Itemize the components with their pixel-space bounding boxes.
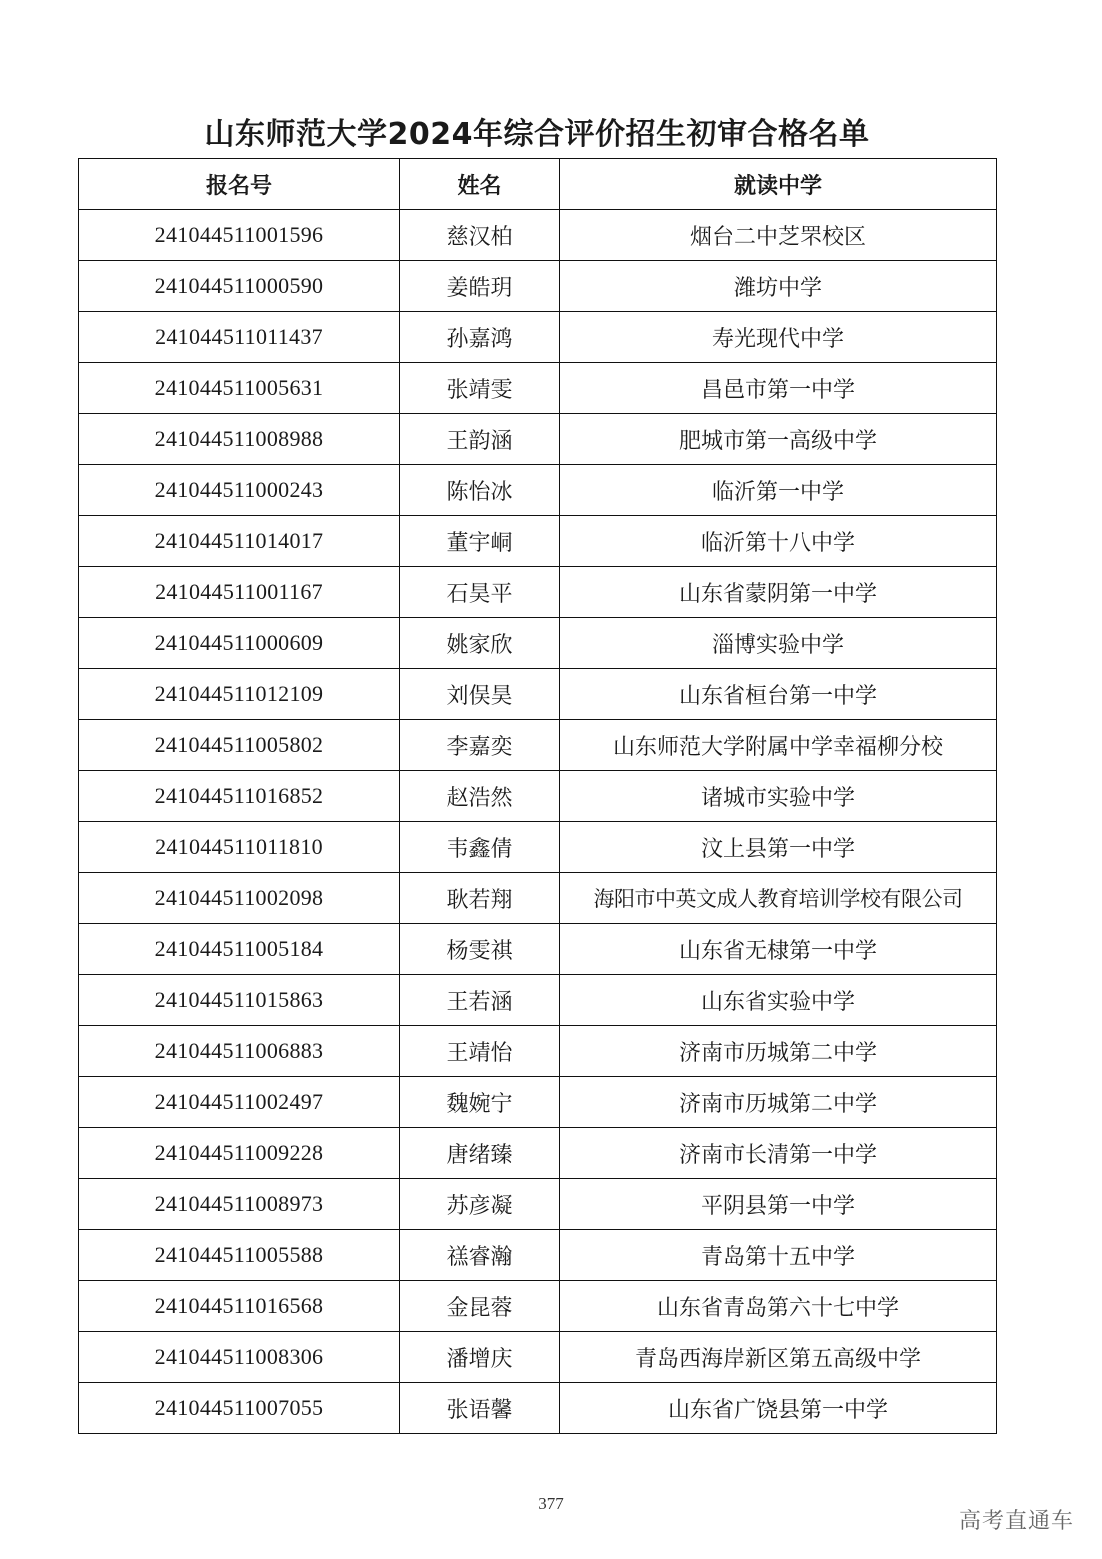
student-name-cell: 唐绪臻 bbox=[400, 1128, 560, 1179]
registration-number-cell: 241044511008988 bbox=[79, 414, 400, 465]
table-row bbox=[79, 1332, 997, 1383]
student-name-cell: 石昊平 bbox=[400, 567, 560, 618]
student-name-cell: 姚家欣 bbox=[400, 618, 560, 669]
table-row bbox=[79, 1281, 997, 1332]
registration-number-cell: 241044511008973 bbox=[79, 1179, 400, 1230]
student-name-cell: 杨雯祺 bbox=[400, 924, 560, 975]
table-row bbox=[79, 975, 997, 1026]
registration-number-cell: 241044511008306 bbox=[79, 1332, 400, 1383]
page-title: 山东师范大学2024年综合评价招生初审合格名单 bbox=[204, 117, 870, 152]
school-cell: 寿光现代中学 bbox=[560, 312, 997, 363]
table-row bbox=[79, 210, 997, 261]
registration-number-cell: 241044511011437 bbox=[79, 312, 400, 363]
table-row bbox=[79, 261, 997, 312]
table-row bbox=[79, 924, 997, 975]
table-row bbox=[79, 771, 997, 822]
registration-number-cell: 241044511012109 bbox=[79, 669, 400, 720]
student-name-cell: 魏婉宁 bbox=[400, 1077, 560, 1128]
table-row bbox=[79, 1128, 997, 1179]
school-cell: 山东省蒙阴第一中学 bbox=[560, 567, 997, 618]
student-name-cell: 王若涵 bbox=[400, 975, 560, 1026]
registration-number-cell: 241044511001167 bbox=[79, 567, 400, 618]
school-cell: 海阳市中英文成人教育培训学校有限公司 bbox=[560, 873, 997, 924]
roster-table bbox=[78, 158, 997, 1434]
student-name-cell: 潘增庆 bbox=[400, 1332, 560, 1383]
student-name-cell: 张语馨 bbox=[400, 1383, 560, 1434]
table-row bbox=[79, 1077, 997, 1128]
table-row bbox=[79, 720, 997, 771]
school-cell: 潍坊中学 bbox=[560, 261, 997, 312]
student-name-cell: 王靖怡 bbox=[400, 1026, 560, 1077]
student-name-cell: 慈汉柏 bbox=[400, 210, 560, 261]
header-row bbox=[79, 159, 997, 210]
registration-number-cell: 241044511002497 bbox=[79, 1077, 400, 1128]
table-row bbox=[79, 822, 997, 873]
registration-number-cell: 241044511002098 bbox=[79, 873, 400, 924]
student-name-cell: 张靖雯 bbox=[400, 363, 560, 414]
student-name-cell: 赵浩然 bbox=[400, 771, 560, 822]
table-row bbox=[79, 1026, 997, 1077]
registration-number-cell: 241044511005588 bbox=[79, 1230, 400, 1281]
school-cell: 临沂第一中学 bbox=[560, 465, 997, 516]
table-row bbox=[79, 363, 997, 414]
registration-number-cell: 241044511000243 bbox=[79, 465, 400, 516]
school-cell: 平阴县第一中学 bbox=[560, 1179, 997, 1230]
table-row bbox=[79, 618, 997, 669]
student-name-cell: 姜皓玥 bbox=[400, 261, 560, 312]
school-cell: 昌邑市第一中学 bbox=[560, 363, 997, 414]
registration-number-cell: 241044511011810 bbox=[79, 822, 400, 873]
table-row bbox=[79, 1179, 997, 1230]
school-cell: 青岛西海岸新区第五高级中学 bbox=[560, 1332, 997, 1383]
registration-number-cell: 241044511015863 bbox=[79, 975, 400, 1026]
registration-number-cell: 241044511007055 bbox=[79, 1383, 400, 1434]
registration-number-cell: 241044511016852 bbox=[79, 771, 400, 822]
table-row bbox=[79, 1230, 997, 1281]
registration-number-cell: 241044511005184 bbox=[79, 924, 400, 975]
registration-number-cell: 241044511001596 bbox=[79, 210, 400, 261]
column-header-name: 姓名 bbox=[400, 159, 560, 210]
student-name-cell: 金昆蓉 bbox=[400, 1281, 560, 1332]
school-cell: 烟台二中芝罘校区 bbox=[560, 210, 997, 261]
page-number: 377 bbox=[538, 1494, 564, 1513]
school-cell: 青岛第十五中学 bbox=[560, 1230, 997, 1281]
school-cell: 山东省桓台第一中学 bbox=[560, 669, 997, 720]
registration-number-cell: 241044511009228 bbox=[79, 1128, 400, 1179]
table-row bbox=[79, 312, 997, 363]
registration-number-cell: 241044511014017 bbox=[79, 516, 400, 567]
roster-body bbox=[79, 210, 997, 1434]
student-name-cell: 韦鑫倩 bbox=[400, 822, 560, 873]
column-header-registration-number: 报名号 bbox=[79, 159, 400, 210]
school-cell: 山东省广饶县第一中学 bbox=[560, 1383, 997, 1434]
table-row bbox=[79, 873, 997, 924]
school-cell: 济南市长清第一中学 bbox=[560, 1128, 997, 1179]
school-cell: 济南市历城第二中学 bbox=[560, 1026, 997, 1077]
school-cell: 山东师范大学附属中学幸福柳分校 bbox=[560, 720, 997, 771]
school-cell: 诸城市实验中学 bbox=[560, 771, 997, 822]
table-row bbox=[79, 414, 997, 465]
watermark: 高考直通车 bbox=[958, 1509, 1074, 1534]
student-name-cell: 李嘉奕 bbox=[400, 720, 560, 771]
student-name-cell: 耿若翔 bbox=[400, 873, 560, 924]
student-name-cell: 苏彦凝 bbox=[400, 1179, 560, 1230]
registration-number-cell: 241044511005631 bbox=[79, 363, 400, 414]
school-cell: 山东省青岛第六十七中学 bbox=[560, 1281, 997, 1332]
table-row bbox=[79, 1383, 997, 1434]
registration-number-cell: 241044511000590 bbox=[79, 261, 400, 312]
registration-number-cell: 241044511005802 bbox=[79, 720, 400, 771]
school-cell: 肥城市第一高级中学 bbox=[560, 414, 997, 465]
student-name-cell: 刘俣昊 bbox=[400, 669, 560, 720]
student-name-cell: 王韵涵 bbox=[400, 414, 560, 465]
registration-number-cell: 241044511000609 bbox=[79, 618, 400, 669]
student-name-cell: 禚睿瀚 bbox=[400, 1230, 560, 1281]
school-cell: 临沂第十八中学 bbox=[560, 516, 997, 567]
registration-number-cell: 241044511016568 bbox=[79, 1281, 400, 1332]
registration-number-cell: 241044511006883 bbox=[79, 1026, 400, 1077]
table-row bbox=[79, 516, 997, 567]
table-row bbox=[79, 669, 997, 720]
student-name-cell: 孙嘉鸿 bbox=[400, 312, 560, 363]
student-name-cell: 陈怡冰 bbox=[400, 465, 560, 516]
school-cell: 淄博实验中学 bbox=[560, 618, 997, 669]
school-cell: 山东省无棣第一中学 bbox=[560, 924, 997, 975]
student-name-cell: 董宇峒 bbox=[400, 516, 560, 567]
table-row bbox=[79, 465, 997, 516]
school-cell: 山东省实验中学 bbox=[560, 975, 997, 1026]
school-cell: 汶上县第一中学 bbox=[560, 822, 997, 873]
school-cell: 济南市历城第二中学 bbox=[560, 1077, 997, 1128]
column-header-school: 就读中学 bbox=[560, 159, 997, 210]
table-row bbox=[79, 567, 997, 618]
